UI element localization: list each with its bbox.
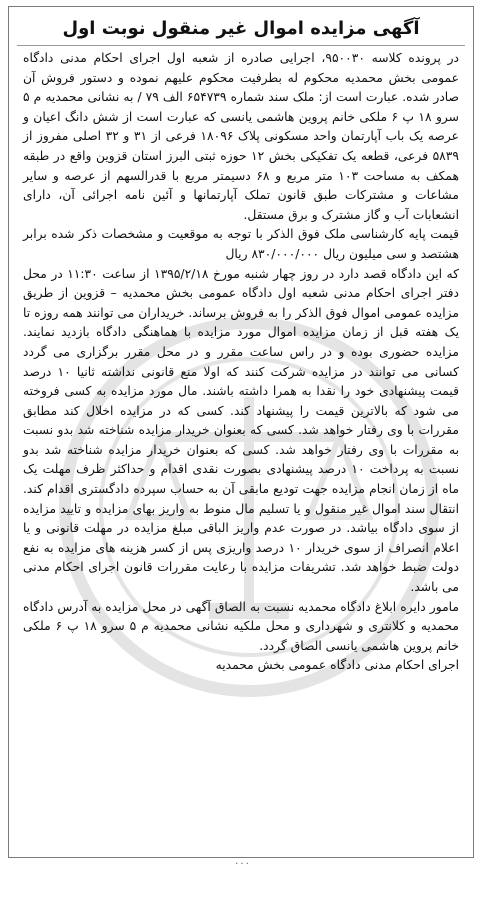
footer-mark: ۰۰۰ xyxy=(233,858,251,869)
paragraph-auction-terms: که این دادگاه قصد دارد در روز چهار شنبه مورخ ۱۳۹۵/۲/۱۸ از ساعت ۱۱:۳۰ در محل دفتر اجرای احکام مدنی شعبه اول دادگاه عمومی بخش محمدیه – قزوین از طریق مزایده عمومی اموال فوق الذکر را به فروش برساند. خریداران می توانند همه روزه تا یک هفته قبل از زمان مزایده اموال مورد مزایده با هماهنگی دادگاه بازدید نمایند. مزایده حضوری بوده و در راس ساعت مقرر و در محل مقرر برگزاری می گردد کسانی می توانند در مزایده شرکت کنند که اولا منع قانونی نداشته ثانیا ۱۰ درصد قیمت پیشنهادی خود را نقدا به همرا داشته باشند. مال مورد مزایده به کسی فروخته می شود که بالاترین قیمت را پیشنهاد کند. کسی که در مزایده اخلال کند مطابق مقررات با وی رفتار خواهد شد. کسی که بعنوان خریدار مزایده شناخته شد بدو نسبت به مقررات با وی رفتار خواهد شد. کسی که بعنوان خریدار مزایده شناخته شد بدو نسبت به پرداخت ۱۰ درصد پیشنهادی بصورت نقدی اقدام و حداکثر ظرف مهلت یک ماه از زمان انجام مزایده جهت تودیع مابقی آن به حساب سپرده دادگستری اقدام کند. انتقال سند اموال غیر منقول و یا تسلیم مال منوط به واریز بهای مزایده و تایید مزایده از سوی دادگاه بیاشد. در صورت عدم واریز الباقی مبلغ مزایده در مهلت قانونی و یا اعلام انصراف از سوی خریدار ۱۰ درصد واریزی پس از کسر هزینه های مزایده به نفع دولت ضبط خواهد شد. تشریفات مزایده با رعایت مقررات قانون اجرای احکام مدنی می باشد. xyxy=(23,266,459,595)
notice-title: آگهی مزایده اموال غیر منقول نوبت اول xyxy=(62,18,420,39)
notice-frame xyxy=(8,6,474,858)
paragraph-property-description: در پرونده کلاسه ۹۵۰۰۳۰، اجرایی صادره از شعبه اول اجرای احکام مدنی دادگاه عمومی بخش محمدیه محکوم له بطرفیت محکوم علیهم نموده و دستور فروش آن صادر شده. عبارت است از: ملک سند شماره ۶۵۴۷۳۹ الف ۷۹ / به نشانی محمدیه م ۵ سرو ۱۸ پ ۶ ملکی خانم پروین هاشمی یانسی که عبارت است از شش دانگ اعیان و عرصه یک باب آپارتمان واحد مسکونی پلاک ۱۸۰۹۶ فرعی از ۳۱ و ۳۲ اصلی مفروز از ۵۸۳۹ فرعی، قطعه یک تفکیکی بخش ۱۲ حوزه ثبتی البرز استان قزوین واقع در طبقه همکف به مساحت ۱۰۳ متر مربع و ۶۸ دسیمتر مربع با قدرالسهم از عرصه و سایر مشاعات و مشترکات طبق قانون تملک آپارتمانها و آئین نامه اجرائی آن، دارای انشعابات آب و گاز مشترک و برق مستقل. xyxy=(23,51,459,222)
notice-body xyxy=(23,49,459,676)
title-divider xyxy=(17,45,465,46)
paragraph-posting-order: مامور دایره ابلاغ دادگاه محمدیه نسبت به الصاق آگهی در محل مزایده به آدرس دادگاه محمدیه و کلانتری و شهرداری و محل ملکیه نشانی محمدیه م ۵ سرو ۱۸ پ ۶ ملکی خانم پروین هاشمی یانسی الصاق گردد. xyxy=(23,599,459,653)
paragraph-signature: اجرای احکام مدنی دادگاه عمومی بخش محمدیه xyxy=(215,658,459,673)
paragraph-base-price: قیمت پایه کارشناسی ملک فوق الذکر با توجه به موقعیت و مشخصات ذکر شده برابر هشتصد و سی میلیون ریال ۸۳۰/۰۰۰/۰۰۰ ریال xyxy=(23,227,459,261)
